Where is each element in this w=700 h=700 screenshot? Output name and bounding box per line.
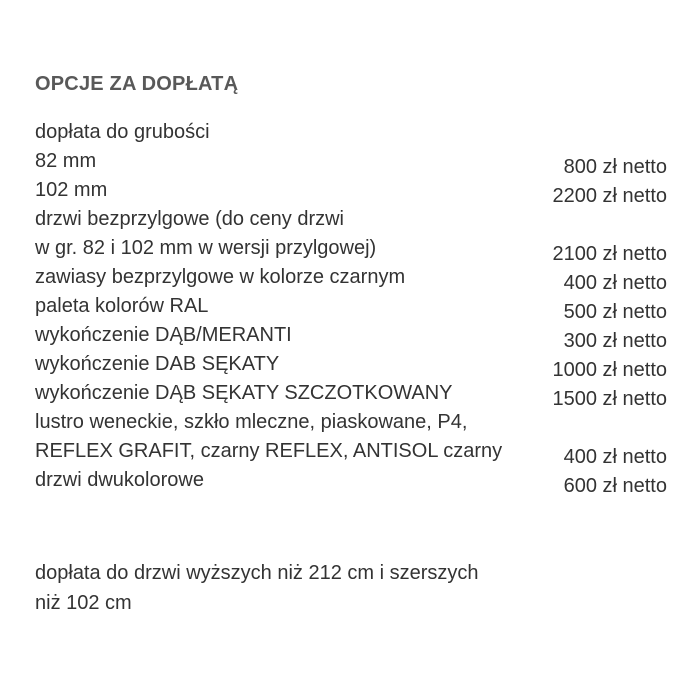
item-price: 800 zł netto <box>563 156 667 178</box>
footer-line-2: niż 102 cm <box>35 592 132 614</box>
item-label: dopłata do grubości <box>35 121 210 143</box>
item-price: 2200 zł netto <box>552 185 667 207</box>
item-label: paleta kolorów RAL <box>35 295 209 317</box>
item-price: 1000 zł netto <box>552 359 667 381</box>
item-label: wykończenie DAB SĘKATY <box>35 353 280 375</box>
price-row <box>35 118 667 147</box>
item-label: wykończenie DĄB/MERANTI <box>35 324 292 346</box>
item-price: 400 zł netto <box>563 446 667 468</box>
item-label: drzwi bezprzylgowe (do ceny drzwi <box>35 208 345 230</box>
item-label: w gr. 82 i 102 mm w wersji przylgowej) <box>35 237 377 259</box>
footer-note <box>35 558 535 618</box>
item-label: lustro weneckie, szkło mleczne, piaskowane, P4, <box>35 411 468 433</box>
item-label: wykończenie DĄB SĘKATY SZCZOTKOWANY <box>35 382 453 404</box>
item-price: 1500 zł netto <box>552 388 667 410</box>
price-row <box>35 437 667 466</box>
item-label: 102 mm <box>35 179 108 201</box>
price-list <box>35 118 667 495</box>
item-label: zawiasy bezprzylgowe w kolorze czarnym <box>35 266 406 288</box>
item-label: drzwi dwukolorowe <box>35 469 204 491</box>
page-content <box>0 71 700 618</box>
footer-line-1: dopłata do drzwi wyższych niż 212 cm i szerszych <box>35 562 479 584</box>
item-label: 82 mm <box>35 150 97 172</box>
item-price: 2100 zł netto <box>552 243 667 265</box>
price-row <box>35 234 667 263</box>
item-price: 500 zł netto <box>563 301 667 323</box>
item-price: 400 zł netto <box>563 272 667 294</box>
item-price: 600 zł netto <box>563 475 667 497</box>
page-title: OPCJE ZA DOPŁATĄ <box>35 73 239 95</box>
price-row <box>35 147 667 176</box>
item-price: 300 zł netto <box>563 330 667 352</box>
item-label: REFLEX GRAFIT, czarny REFLEX, ANTISOL czarny <box>35 440 503 462</box>
